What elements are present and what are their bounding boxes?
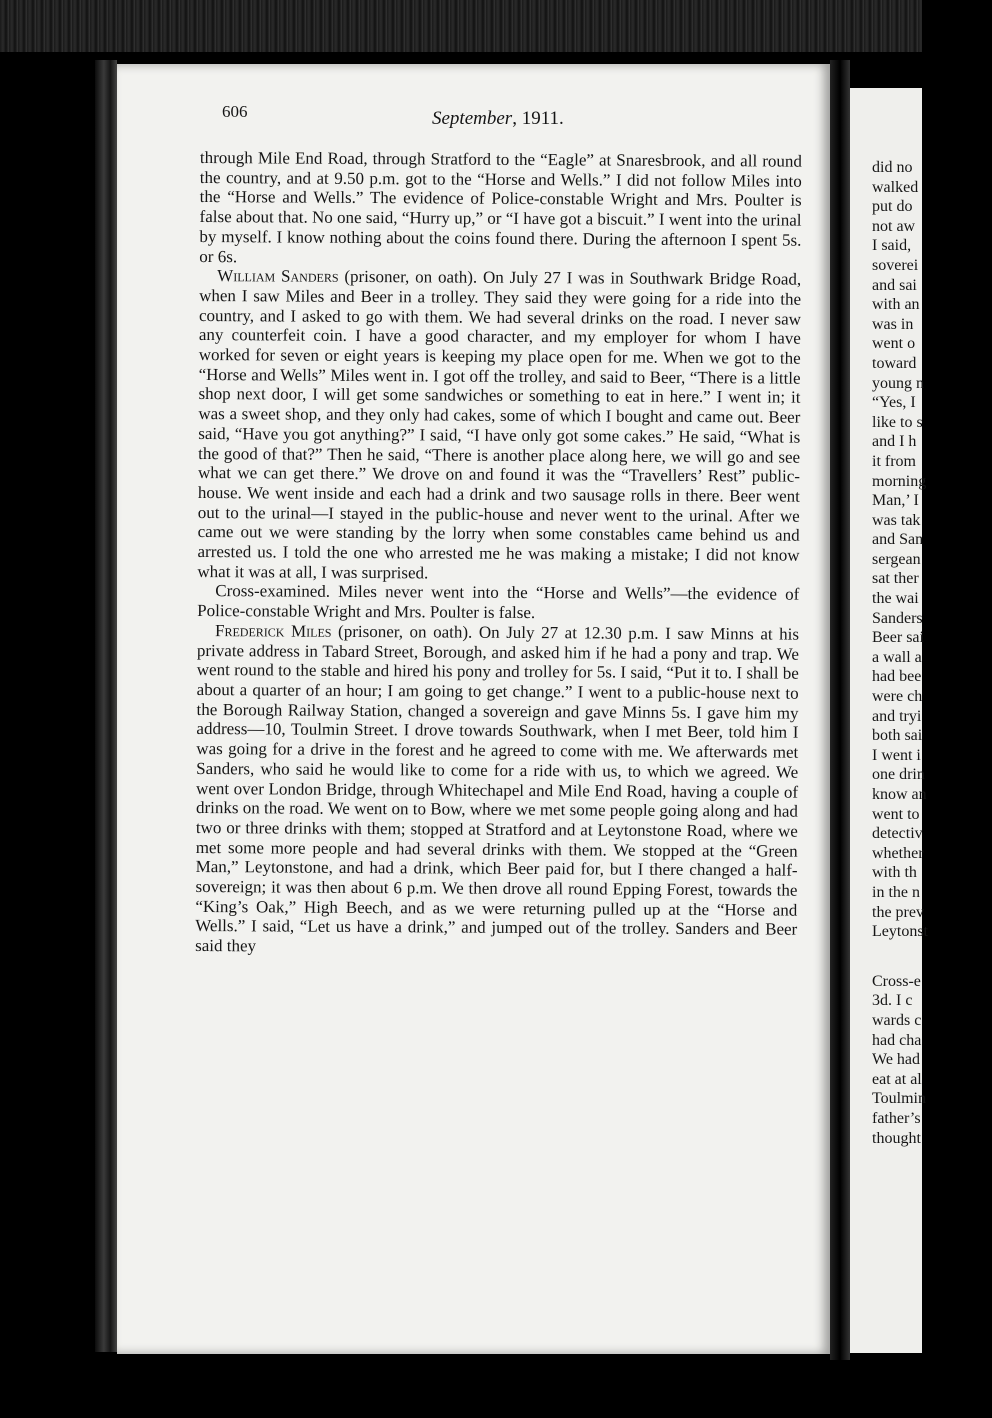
book-edge <box>95 60 117 1352</box>
right-page-line: Leytonst <box>872 923 928 941</box>
page-header <box>222 102 822 132</box>
right-page-line: I went i <box>872 746 921 764</box>
right-page-line: detectiv <box>872 825 923 843</box>
right-page-line: with an <box>872 296 920 314</box>
right-page-line: Beer sai <box>872 629 924 647</box>
miles-testimony-text: (prisoner, on oath). On July 27 at 12.30 p.m. I saw Minns at his private address in Tabard Street, Borough, and asked him if he had a pony and trap. We went round to the stable and hired his pony and trolley for 5s. I said, “Put it to. I shall be about a quarter of an hour; I am going to get change.” I went to a public-house next to the Borough Railway Station, changed a sovereign and gave Minns 5s. I gave him my address—10, Toulmin Street. I drove towards Southwark, when I met Beer, told him I was going for a drive in the forest and he agreed to come with me. We afterwards met Sanders, who said he would like to come for a ride with us, to which we agreed. We went over London Bridge, through Whitechapel and Mile End Road, having a couple of drinks on the road. We went on to Bow, where we met some people going along and had two or three drinks with them; stopped at Stratford and at Leytonstone Road, where we met some more people and had several drinks with them. We stopped at the “Green Man,” Leytonstone, and had a drink, which Beer paid for, but I there changed a half-sovereign; it was then about 6 p.m. We then drove all round Epping Forest, towards the “King’s Oak,” High Beech, and as we were returning pulled up at the “Horse and Wells.” I said, “Let us have a drink,” and jumped out of the trolley. Sanders and Beer said they <box>195 621 800 956</box>
sanders-testimony-text: (prisoner, on oath). On July 27 I was in Southwark Bridge Road, when I saw Miles and Beer in a trolley. They said they were going for a ride into the country, and I asked to go with them. We had several drinks on the road. I never saw any counterfeit coin. I have a good character, and my employer for whom I have worked for seven or eight years is keeping my place open for me. When we got to the “Horse and Wells” Miles went in. I got off the trolley, and said to Beer, “There is a little shop next door, I will get some sandwiches or something to eat in here.” I went in; it was a sweet shop, and they only had cakes, some of which I bought and came out. Beer said, “Have you got anything?” I said, “I have only got some cakes.” He said, “What is the good of that?” Then he said, “There is another place along here, we will go and see what we can get there.” We drove on and found it was the “Travellers’ Rest” public-house. We went inside and each had a drink and two sausage rolls in there. Beer went out to the urinal—I stayed in the public-house and never went to the urinal. After we came out we were standing by the lorry when some constables came behind us and arrested us. I told the one who arrested me he was making a mistake; I did not know what it was at all, I was surprised. <box>197 267 802 583</box>
right-page-line: both sai <box>872 727 923 745</box>
right-page-line: went to <box>872 805 920 823</box>
paragraph-continuation: through Mile End Road, through Stratford to the “Eagle” at Snaresbrook, and all round the country, and at 9.50 p.m. got to the “Horse and Wells.” I did not follow Miles into the “Horse and Wells.” The evidence of Police-constable Wright and Mrs. Poulter is false about that. No one said, “Hurry up,” or “I have got a biscuit.” I went into the urinal by myself. I know nothing about the coins found there. During the afternoon I spent 5s. or 6s. <box>199 148 802 266</box>
right-page-line: 3d. I c <box>872 992 913 1010</box>
right-page-line: We had <box>872 1051 921 1069</box>
right-page-line: it from <box>872 452 916 470</box>
right-page-line: and San <box>872 531 924 549</box>
right-page-gap <box>872 942 992 972</box>
right-page-fragment <box>850 88 928 1353</box>
running-head-month: September <box>432 108 513 129</box>
right-page-line: know an <box>872 786 927 803</box>
right-page-line: not aw <box>872 217 916 235</box>
right-page-line: wards c <box>872 1011 922 1029</box>
right-page-lines <box>872 158 992 1148</box>
right-page-line: thought <box>872 1129 921 1147</box>
page-number: 606 <box>222 102 248 121</box>
right-page-line: was in <box>872 315 914 333</box>
witness-name-miles: Frederick Miles <box>214 620 332 641</box>
right-page-line: and I h <box>872 433 917 451</box>
right-page-line: put do <box>872 198 913 216</box>
right-page-line: Man,’ I <box>872 492 919 510</box>
right-page-line: and tryi <box>872 707 922 725</box>
right-page-line: and sai <box>872 276 917 294</box>
running-head <box>432 108 564 130</box>
right-page-line: young n <box>872 374 924 392</box>
right-page-line: were ch <box>872 688 923 706</box>
paragraph-sanders-testimony <box>197 266 801 585</box>
right-page-line: in the n <box>872 883 920 901</box>
right-page-line: whether <box>872 844 924 862</box>
right-page-line: eat at al <box>872 1070 922 1088</box>
right-page-line: morning <box>872 472 927 490</box>
right-page-line: Sanders <box>872 609 923 627</box>
witness-name-sanders: William Sanders <box>217 266 339 287</box>
right-page-line: with th <box>872 864 917 882</box>
right-page-line: did no <box>872 159 913 176</box>
body-text <box>195 148 802 959</box>
right-page-line: father’s <box>872 1109 921 1127</box>
right-page-line: I said, <box>872 237 912 255</box>
right-page-line: sergean <box>872 550 921 568</box>
paragraph-cross-examined: Cross-examined. Miles never went into the “Horse and Wells”—the evidence of Police-constable Wright and Mrs. Poulter is false. <box>197 581 800 623</box>
paragraph-miles-testimony <box>195 621 799 960</box>
right-page-line: walked <box>872 178 919 196</box>
right-page-line: went o <box>872 335 916 353</box>
right-page-line: was tak <box>872 511 921 529</box>
right-page-line: a wall a <box>872 648 922 666</box>
right-page-line: sat ther <box>872 570 919 588</box>
right-page-line: Cross-e <box>872 972 921 990</box>
right-page-line: the wai <box>872 590 919 608</box>
book-gutter <box>830 60 850 1360</box>
right-page-line: Toulmin <box>872 1090 926 1108</box>
right-page-line: one drin <box>872 766 925 784</box>
running-head-year: , 1911. <box>512 108 564 129</box>
right-page-line: had cha <box>872 1031 922 1049</box>
right-page-line: soverei <box>872 256 919 274</box>
right-page-line: “Yes, I <box>872 394 916 412</box>
right-page-line: like to s <box>872 413 923 431</box>
right-page-line: toward <box>872 354 917 372</box>
right-page-line: had bee <box>872 668 922 686</box>
right-page-line: the prev <box>872 903 924 921</box>
scanner-background <box>0 0 922 52</box>
